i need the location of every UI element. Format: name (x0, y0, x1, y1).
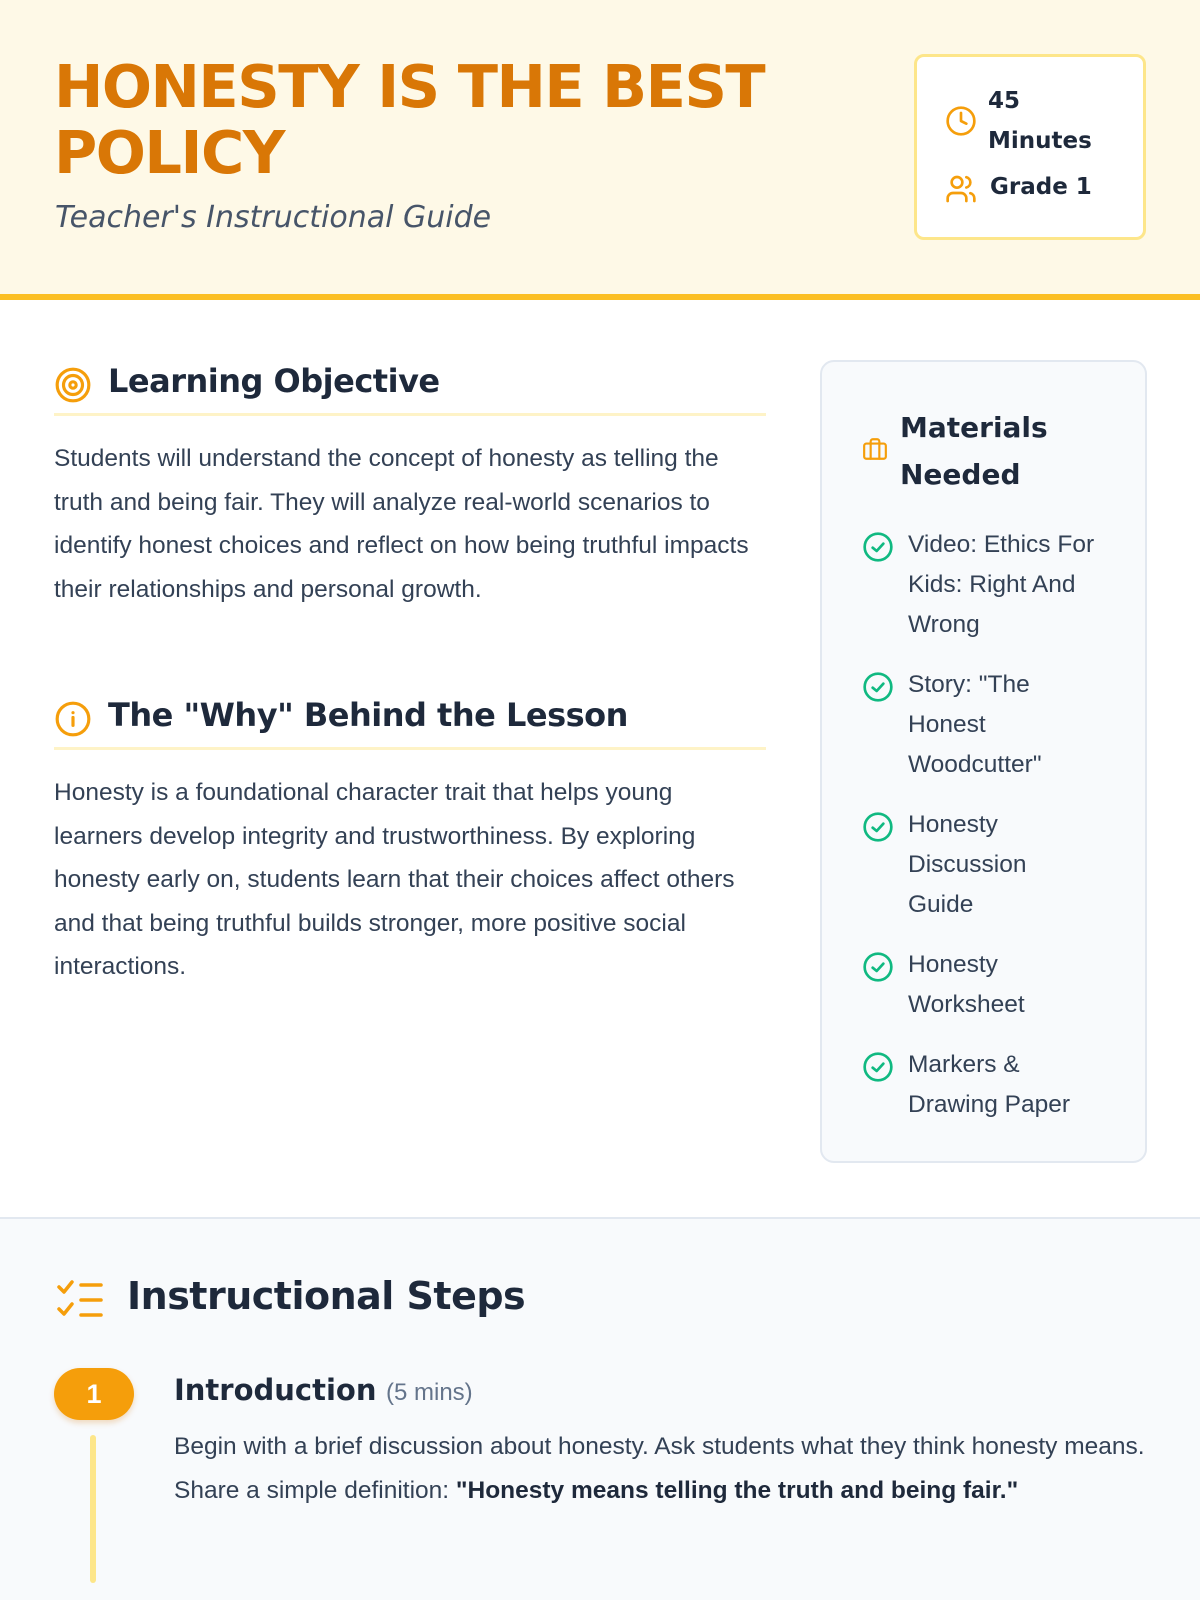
objective-heading-label: Learning Objective (108, 362, 440, 400)
material-item-label: Markers & Drawing Paper (908, 1051, 1071, 1118)
material-item-label: Story: "The Honest Woodcutter" (908, 671, 1042, 778)
objective-heading (54, 362, 766, 416)
why-heading (54, 696, 766, 750)
page-title: HONESTY IS THE BEST POLICY (54, 52, 765, 187)
check-circle-icon (862, 951, 894, 983)
duration-text: 45 Minutes (988, 88, 1092, 154)
objective-text: Students will understand the concept of honesty as telling the truth and being fair. They will analyze real-world scenarios to identify honest choices and reflect on how being truthful impacts their relationships and personal growth. (54, 445, 749, 603)
check-circle-icon (862, 1051, 894, 1083)
step-description-text: Begin with a brief discussion about honesty. Ask students what they think honesty means. Share a simple definition: (174, 1433, 1145, 1504)
clock-icon (945, 105, 977, 137)
info-icon (54, 700, 92, 738)
step-number-badge: 1 (54, 1368, 134, 1420)
header (0, 0, 1200, 300)
materials-card (820, 360, 1147, 1163)
step-duration: (5 mins) (386, 1379, 473, 1406)
page-subtitle: Teacher's Instructional Guide (55, 200, 492, 235)
instructional-steps-section (0, 1217, 1200, 1600)
steps-heading: Instructional Steps (127, 1274, 526, 1318)
material-item-label: Honesty Worksheet (908, 951, 1025, 1018)
step-title: Introduction (174, 1373, 377, 1407)
grade-text: Grade 1 (990, 174, 1092, 200)
material-item-label: Video: Ethics For Kids: Right And Wrong (908, 531, 1095, 638)
why-heading-label: The "Why" Behind the Lesson (108, 696, 628, 734)
check-circle-icon (862, 811, 894, 843)
list-checks-icon (56, 1279, 104, 1323)
step-timeline-line (90, 1435, 96, 1583)
check-circle-icon (862, 531, 894, 563)
lesson-meta-card (914, 54, 1146, 240)
why-text: Honesty is a foundational character trait that helps young learners develop integrity and trustworthiness. By exploring honesty early on, students learn that their choices affect others and that being truthful builds stronger, more positive social interactions. (54, 779, 735, 980)
material-item-label: Honesty Discussion Guide (908, 811, 1027, 918)
step-description (174, 1425, 1154, 1512)
target-icon (54, 366, 92, 404)
step-description-definition: "Honesty means telling the truth and being fair." (455, 1476, 1019, 1504)
check-circle-icon (862, 671, 894, 703)
briefcase-icon (862, 436, 888, 462)
materials-heading: Materials Needed (900, 411, 1048, 491)
users-icon (945, 173, 977, 205)
